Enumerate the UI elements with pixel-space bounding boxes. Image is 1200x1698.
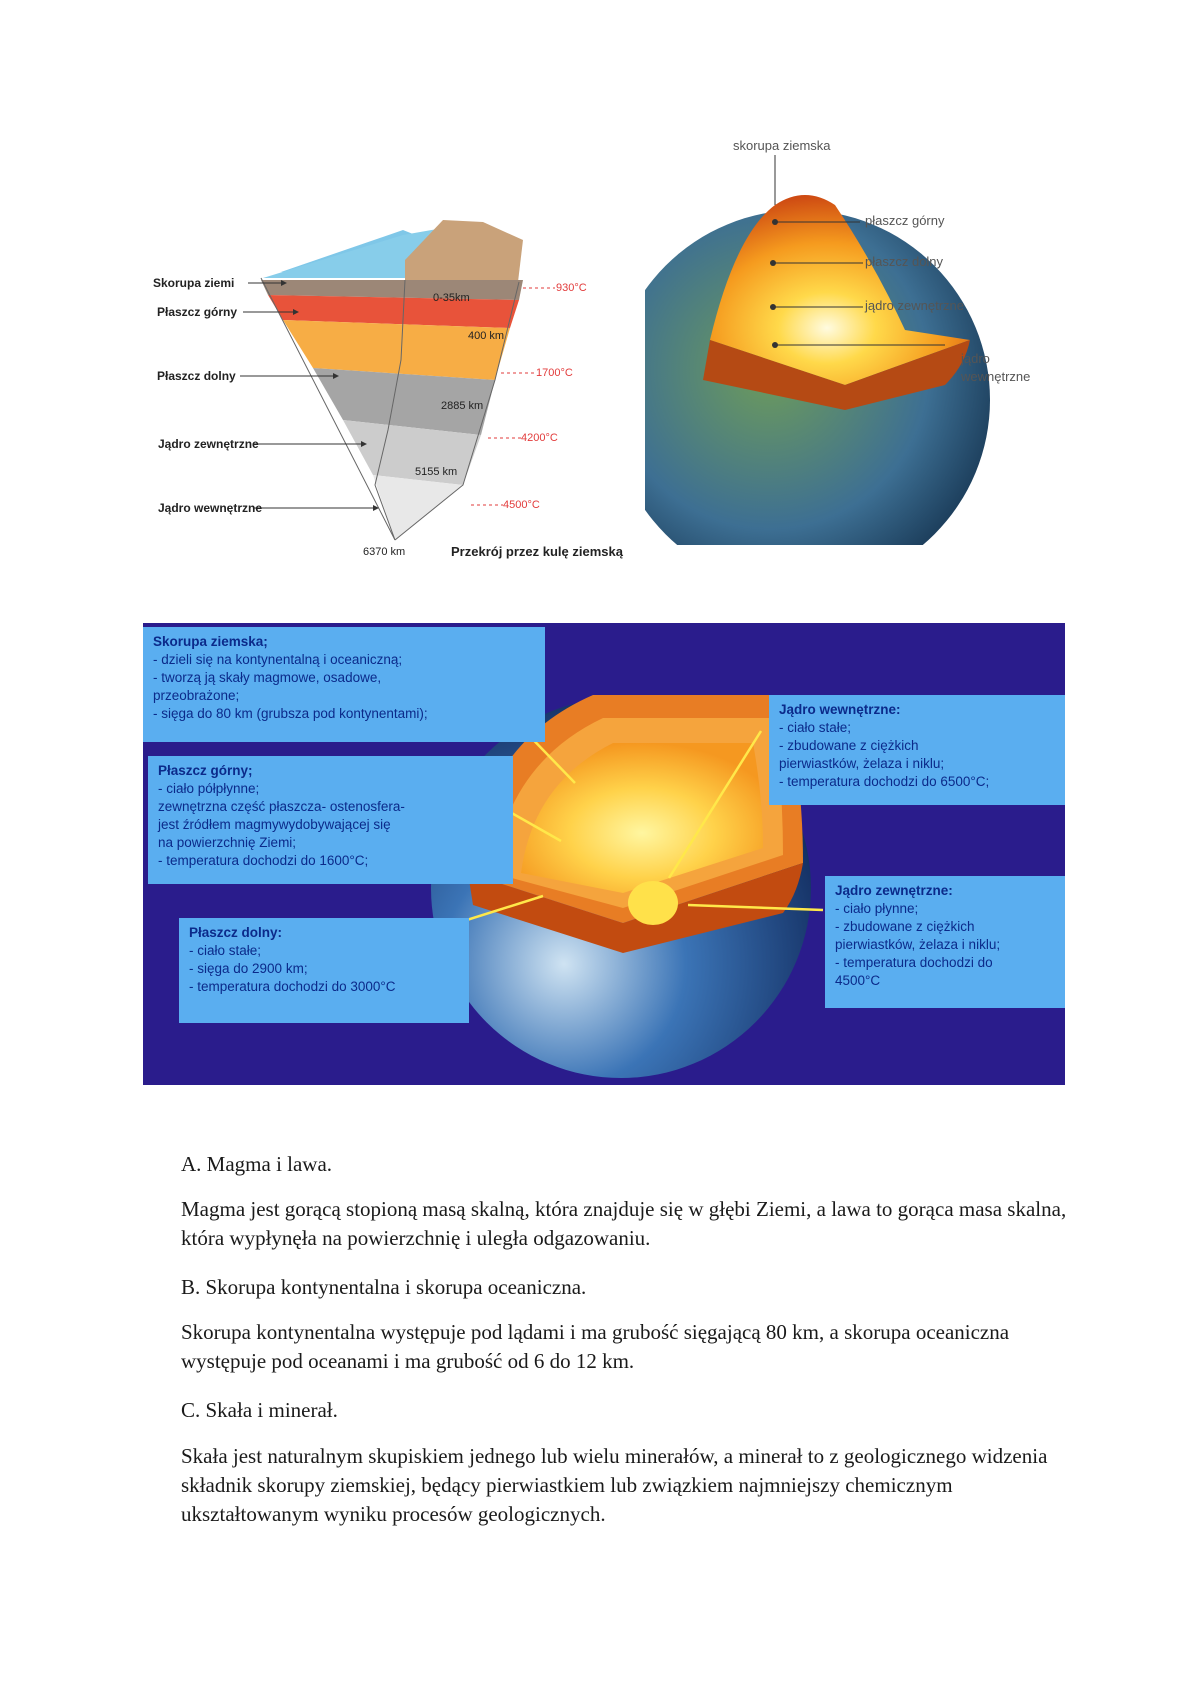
figure-caption: Przekrój przez kulę ziemską [451,544,623,559]
figure-earth-layers-poster [143,623,1065,1085]
section-b-body: Skorupa kontynentalna występuje pod lądami i ma grubość sięgającą 80 km, a skorupa oceaniczna występuje pod oceanami i ma grubość od 6 do 12 km. [181,1320,1010,1373]
box-line: - sięga do 2900 km; [189,961,308,976]
section-c-heading: C. Skała i minerał. [181,1398,338,1422]
box-line: - temperatura dochodzi do [835,955,993,970]
box-line: pierwiastków, żelaza i niklu; [779,756,945,771]
box-line: - ciało płynne; [835,901,919,916]
box-line: zewnętrzna część płaszcza- ostenosfera- [158,799,405,814]
section-a-heading: A. Magma i lawa. [181,1152,333,1176]
box-line: - temperatura dochodzi do 6500°C; [779,774,990,789]
depth-6370km: 6370 km [363,546,406,558]
box-line: 4500°C [835,973,881,988]
depth-2885km: 2885 km [441,400,484,412]
label-skorupa-ziemska: skorupa ziemska [733,138,831,153]
info-box-jadro-zewnetrzne [825,876,1065,1008]
label-jadro-wewnetrzne: Jądro wewnętrzne [158,501,263,515]
box-title: Skorupa ziemska; [153,634,268,649]
depth-400km: 400 km [468,330,505,342]
box-title: Jądro zewnętrzne: [835,883,953,898]
box-line: - zbudowane z ciężkich [835,919,975,934]
info-box-skorupa-ziemska [143,627,545,742]
label-plaszcz-dolny: Płaszcz dolny [157,369,236,383]
temp-4200c: 4200°C [521,432,558,444]
depth-5155km: 5155 km [415,466,458,478]
temp-930c: 930°C [556,282,587,294]
label-jadro-2: jądro [961,351,990,366]
figure-globe-cutaway [645,138,1065,545]
box-title: Jądro wewnętrzne: [779,702,901,717]
info-box-jadro-wewnetrzne [769,695,1065,805]
box-line: - tworzą ją skały magmowe, osadowe, [153,670,382,685]
globe-illustration [645,145,1065,545]
box-title: Płaszcz górny; [158,763,253,778]
box-line: jest źródłem magmywydobywającej się [158,817,391,832]
label-jadro-zewnetrzne-2: jądro zewnętrzne [865,298,964,313]
label-plaszcz-gorny-2: płaszcz górny [865,213,945,228]
section-c-body: Skała jest naturalnym skupiskiem jednego lub wielu minerałów, a minerał to z geologicznego widzenia składnik skorupy ziemskiej, będący pierwiastkiem lub związkiem najmniejszy chemicznym ukształtowanym wyniku procesów geologicznych. [181,1444,1048,1526]
box-line: - temperatura dochodzi do 1600°C; [158,853,369,868]
label-skorupa-ziemi: Skorupa ziemi [153,276,235,290]
box-line: - ciało półpłynne; [158,781,260,796]
info-box-plaszcz-dolny [179,918,469,1023]
box-line: - sięga do 80 km (grubsza pod kontynentami); [153,706,428,721]
label-jadro-zewnetrzne: Jądro zewnętrzne [158,437,259,451]
section-b-heading: B. Skorupa kontynentalna i skorupa oceaniczna. [181,1275,587,1299]
box-line: - temperatura dochodzi do 3000°C [189,979,396,994]
section-a-body: Magma jest gorącą stopioną masą skalną, która znajduje się w głębi Ziemi, a lawa to gorąca masa skalna, która wypłynęła na powierzchnię i uległa odgazowaniu. [181,1197,1067,1250]
depth-0-35km: 0-35km [433,292,470,304]
box-line: - ciało stałe; [189,943,262,958]
box-line: pierwiastków, żelaza i niklu; [835,937,1001,952]
label-wewnetrzne-2: wewnętrzne [961,369,1031,384]
box-line: przeobrażone; [153,688,240,703]
box-title: Płaszcz dolny: [189,925,283,940]
box-line: - zbudowane z ciężkich [779,738,919,753]
box-line: na powierzchnię Ziemi; [158,835,297,850]
temp-1700c: 1700°C [536,367,573,379]
temp-4500c: 4500°C [503,499,540,511]
label-plaszcz-gorny: Płaszcz górny [157,305,238,319]
info-box-plaszcz-gorny [148,756,513,884]
box-line: - ciało stałe; [779,720,852,735]
label-plaszcz-dolny-2: płaszcz dolny [865,254,944,269]
figure-earth-section [143,220,640,565]
box-line: - dzieli się na kontynentalną i oceaniczną; [153,652,403,667]
